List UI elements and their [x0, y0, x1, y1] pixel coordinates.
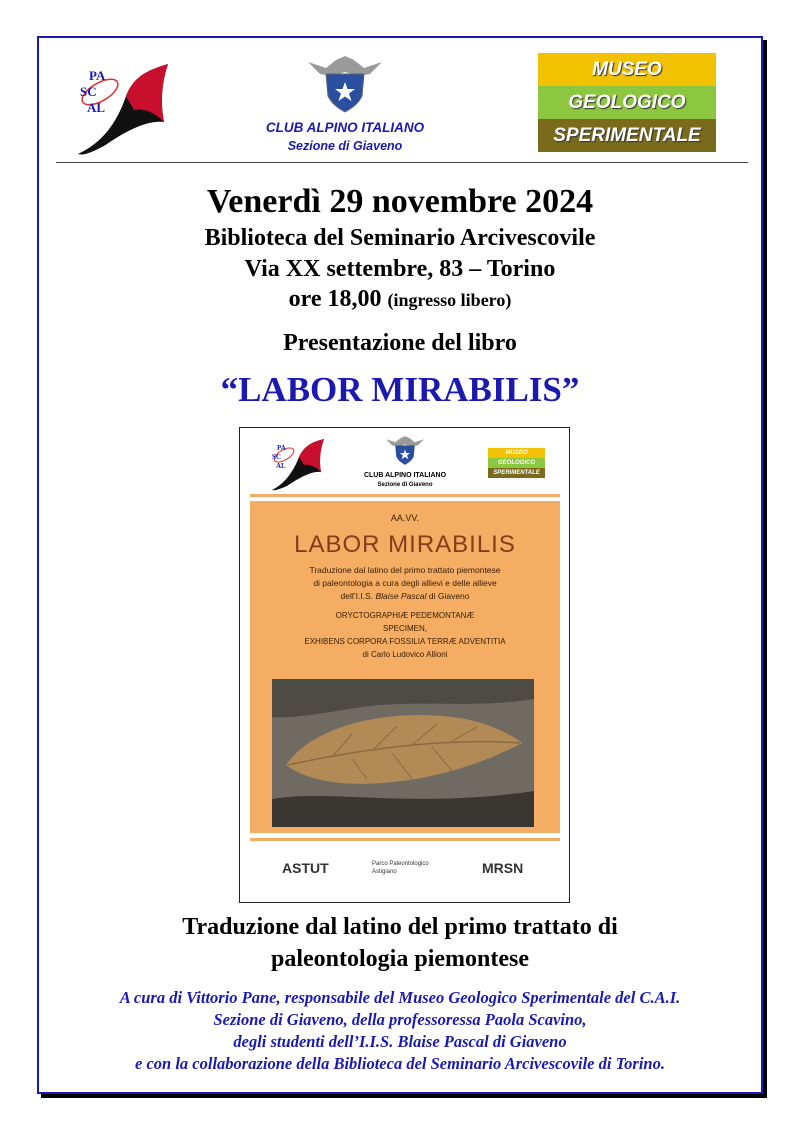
svg-text:SC: SC: [272, 453, 281, 461]
credits-line1: A cura di Vittorio Pane, responsabile del Museo Geologico Sperimentale del C.A.I.: [119, 988, 681, 1007]
cover-museo-line3: SPERIMENTALE: [488, 468, 545, 478]
pascal-letter-2: SC: [80, 84, 97, 99]
museo-logo-line1: MUSEO: [538, 53, 716, 86]
pascal-letter-3: AL: [87, 100, 106, 115]
cover-museo-line2: GEOLOGICO: [488, 458, 545, 468]
cover-authors: AA.VV.: [390, 513, 420, 523]
cover-sponsor-mrsn: MRSN: [482, 860, 524, 876]
cover-cai-emblem: [385, 434, 425, 466]
header-divider: [56, 162, 748, 163]
cover-latin-4: di Carlo Ludovico Allioni: [362, 650, 448, 659]
book-title: “LABOR MIRABILIS”: [220, 370, 580, 409]
pascal-letter-1: PA: [89, 68, 106, 83]
museo-logo-line3: SPERIMENTALE: [538, 119, 716, 152]
event-time: ore 18,00: [288, 286, 382, 312]
cai-eagle-icon: [306, 52, 384, 114]
cover-latin-2: SPECIMEN,: [382, 624, 427, 633]
cover-subtitle-2: di paleontologia a cura degli allievi e delle allieve: [313, 578, 497, 588]
event-venue: Biblioteca del Seminario Arcivescovile: [204, 225, 596, 251]
cover-latin-1: ORYCTOGRAPHIÆ PEDEMONTANÆ: [335, 611, 475, 620]
cover-cai-name: CLUB ALPINO ITALIANO: [363, 472, 447, 479]
cai-emblem: [306, 52, 384, 114]
description-line1: Traduzione dal latino del primo trattato di: [182, 914, 618, 940]
cai-name: CLUB ALPINO ITALIANO: [265, 120, 425, 135]
cover-sponsor-parco: Parco Paleontologico Astigiano: [372, 861, 429, 875]
cover-museo-line1: MUSEO: [488, 448, 545, 458]
credits-line2: Sezione di Giaveno, della professoressa Paola Scavino,: [213, 1010, 587, 1029]
cover-subtitle-3c: di Giaveno: [428, 591, 470, 601]
credits-line4: e con la collaborazione della Biblioteca del Seminario Arcivescovile di Torino.: [135, 1054, 665, 1073]
cover-orange-panel: [250, 501, 560, 833]
event-time-line: [40, 286, 760, 313]
cover-stripe-bottom: [250, 838, 560, 841]
cover-subtitle-1: Traduzione dal latino del primo trattato piemontese: [309, 565, 501, 575]
event-entry: (ingresso libero): [387, 290, 512, 310]
cover-subtitle-3b: Blaise Pascal: [375, 591, 427, 601]
cover-subtitle-3: [250, 591, 560, 601]
event-intro: Presentazione del libro: [283, 330, 517, 356]
svg-text:PA: PA: [277, 444, 286, 452]
cover-pascal-logo: [270, 438, 326, 492]
cover-stripe: [250, 494, 560, 497]
pascal-logo: [74, 62, 170, 158]
credits-line3: degli studenti dell’I.I.S. Blaise Pascal di Giaveno: [233, 1032, 567, 1051]
fossil-leaf-photo: [272, 679, 534, 827]
event-date: Venerdì 29 novembre 2024: [206, 183, 594, 220]
cai-section: Sezione di Giaveno: [287, 139, 403, 153]
cover-sponsor-astut: ASTUT: [282, 860, 329, 876]
event-address: Via XX settembre, 83 – Torino: [244, 256, 556, 282]
svg-text:AL: AL: [276, 462, 286, 470]
cover-subtitle-3a: dell’I.I.S.: [340, 591, 374, 601]
description-line2: paleontologia piemontese: [271, 946, 529, 972]
book-cover: [239, 427, 570, 903]
museo-logo-line2: GEOLOGICO: [538, 86, 716, 119]
cover-cai-section: Sezione di Giaveno: [377, 482, 433, 488]
cover-latin-3: EXHIBENS CORPORA FOSSILIA TERRÆ ADVENTITIA: [304, 637, 506, 646]
cover-title: LABOR MIRABILIS: [294, 531, 516, 558]
